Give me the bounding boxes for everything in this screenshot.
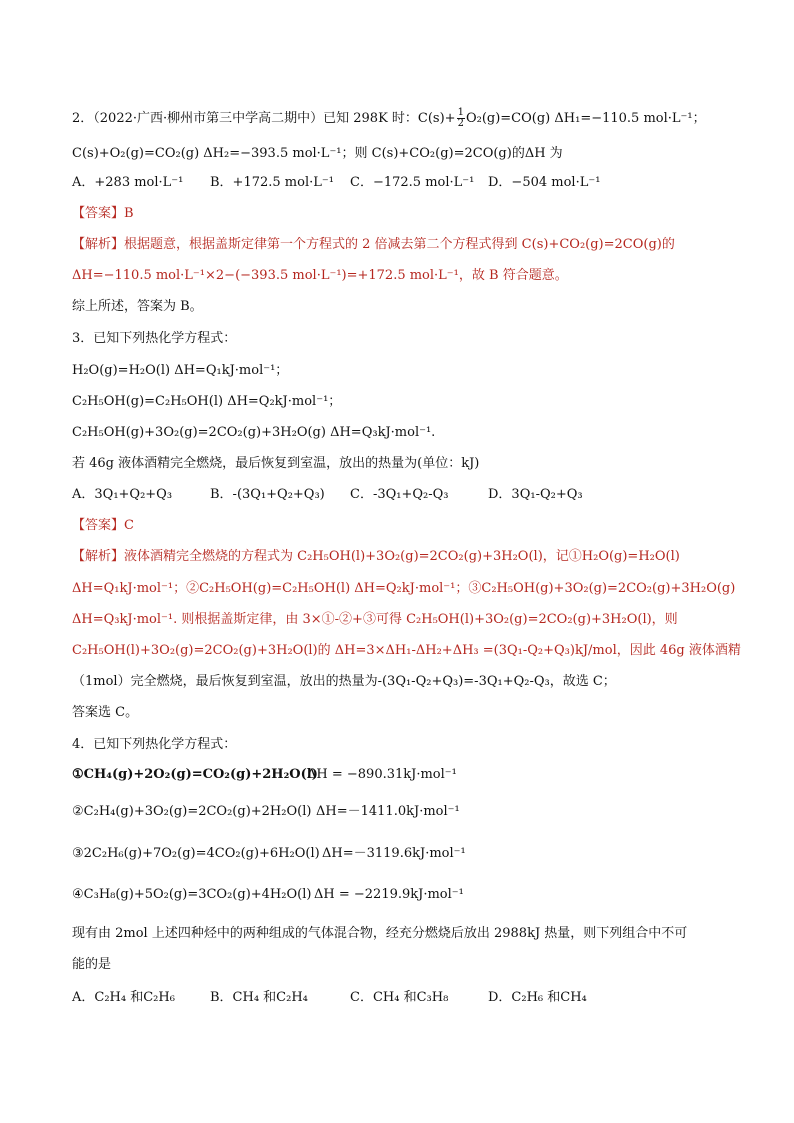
q4-delta-h-1: ΔH = −890.31kJ·mol⁻¹ — [307, 767, 457, 782]
q3-analysis-line-5: （1mol）完全燃烧，最后恢复到室温，放出的热量为-(3Q₁-Q₂+Q₃)=-3Q₁+Q₂-Q₃，故选 C； — [72, 674, 616, 689]
q4-equation-1-row — [72, 766, 457, 784]
q2-option-d: D．−504 mol·L⁻¹ — [488, 175, 601, 190]
q4-equation-2-row — [72, 803, 460, 821]
q3-option-d: D．3Q₁-Q₂+Q₃ — [488, 487, 583, 502]
q2-analysis-label: 【解析】 — [72, 237, 125, 252]
q2-stem-line-2: C(s)+O₂(g)=CO₂(g) ΔH₂=−393.5 mol·L⁻¹；则 C(s)+CO₂(g)=2CO(g)的ΔH 为 — [72, 146, 563, 161]
q4-option-d: D．C₂H₆ 和CH₄ — [488, 990, 587, 1005]
q3-analysis-line-1 — [72, 548, 680, 566]
q4-question-line-2: 能的是 — [72, 957, 112, 972]
q2-answer: 【答案】B — [72, 206, 134, 221]
half-fraction — [457, 108, 465, 129]
q3-option-b: B．-(3Q₁+Q₂+Q₃) — [210, 487, 325, 502]
q3-analysis-label: 【解析】 — [72, 549, 125, 564]
q4-delta-h-2: ΔH=－1411.0kJ·mol⁻¹ — [316, 804, 460, 819]
q4-option-a: A．C₂H₄ 和C₂H₆ — [72, 990, 175, 1005]
q2-summary: 综上所述，答案为 B。 — [72, 299, 203, 314]
q3-analysis-line-4: C₂H₅OH(l)+3O₂(g)=2CO₂(g)+3H₂O(l)的 ΔH=3×ΔH₁-ΔH₂+ΔH₃ =(3Q₁-Q₂+Q₃)kJ/mol，因此 46g 液体酒精 — [72, 643, 741, 658]
q4-option-c: C．CH₄ 和C₃H₈ — [350, 990, 449, 1005]
q3-summary: 答案选 C。 — [72, 705, 139, 720]
q3-analysis-line-3: ΔH=Q₃kJ·mol⁻¹. 则根据盖斯定律，由 3×①-②+③可得 C₂H₅OH(l)+3O₂(g)=2CO₂(g)+3H₂O(l)，则 — [72, 612, 678, 627]
fraction-numerator: 1 — [457, 107, 464, 118]
q4-options — [72, 989, 587, 1007]
q3-options — [72, 486, 583, 504]
q3-title: 3．已知下列热化学方程式： — [72, 331, 237, 346]
q3-option-c: C．-3Q₁+Q₂-Q₃ — [350, 487, 449, 502]
q4-equation-1: ①CH₄(g)+2O₂(g)=CO₂(g)+2H₂O(l) — [72, 767, 318, 782]
q4-equation-3-row — [72, 845, 466, 863]
q2-option-b: B．+172.5 mol·L⁻¹ — [210, 175, 334, 190]
q4-equation-3: ③2C₂H₆(g)+7O₂(g)=4CO₂(g)+6H₂O(l) — [72, 846, 320, 861]
q4-delta-h-4: ΔH = −2219.9kJ·mol⁻¹ — [314, 887, 464, 902]
q2-analysis-line-2: ΔH=−110.5 mol·L⁻¹×2−(−393.5 mol·L⁻¹)=+172.5 mol·L⁻¹，故 B 符合题意。 — [72, 268, 568, 283]
q2-stem-line-1 — [72, 108, 706, 129]
q3-option-a: A．3Q₁+Q₂+Q₃ — [72, 487, 173, 502]
q3-analysis-line-2: ΔH=Q₁kJ·mol⁻¹；②C₂H₅OH(g)=C₂H₅OH(l) ΔH=Q₂kJ·mol⁻¹；③C₂H₅OH(g)+3O₂(g)=2CO₂(g)+3H₂O(g) — [72, 581, 736, 596]
q3-equation-2: C₂H₅OH(g)=C₂H₅OH(l) ΔH=Q₂kJ·mol⁻¹； — [72, 394, 342, 409]
q4-equation-4: ④C₃H₈(g)+5O₂(g)=3CO₂(g)+4H₂O(l) — [72, 887, 312, 902]
q2-stem-text: 2．（2022·广西·柳州市第三中学高二期中）已知 298K 时：C(s)+ — [72, 111, 456, 126]
fraction-denominator: 2 — [457, 118, 464, 129]
q4-equation-2: ②C₂H₄(g)+3O₂(g)=2CO₂(g)+2H₂O(l) — [72, 804, 312, 819]
q2-option-a: A．+283 mol·L⁻¹ — [72, 175, 184, 190]
q2-analysis-text: 根据题意，根据盖斯定律第一个方程式的 2 倍减去第二个方程式得到 C(s)+CO₂(g)=2CO(g)的 — [124, 237, 675, 252]
q3-question: 若 46g 液体酒精完全燃烧，最后恢复到室温，放出的热量为(单位：kJ) — [72, 456, 480, 471]
q4-option-b: B．CH₄ 和C₂H₄ — [210, 990, 308, 1005]
q4-delta-h-3: ΔH=－3119.6kJ·mol⁻¹ — [322, 846, 466, 861]
q2-analysis-line-1 — [72, 236, 675, 254]
q4-question-line-1: 现有由 2mol 上述四种烃中的两种组成的气体混合物，经充分燃烧后放出 2988kJ 热量，则下列组合中不可 — [72, 926, 688, 941]
q3-analysis-text: 液体酒精完全燃烧的方程式为 C₂H₅OH(l)+3O₂(g)=2CO₂(g)+3H₂O(l)，记①H₂O(g)=H₂O(l) — [124, 549, 680, 564]
q2-options — [72, 174, 600, 192]
q4-title: 4．已知下列热化学方程式： — [72, 737, 237, 752]
q3-equation-3: C₂H₅OH(g)+3O₂(g)=2CO₂(g)+3H₂O(g) ΔH=Q₃kJ·mol⁻¹. — [72, 425, 436, 440]
q2-stem-text-rest: O₂(g)=CO(g) ΔH₁=−110.5 mol·L⁻¹； — [465, 111, 706, 126]
q2-option-c: C．−172.5 mol·L⁻¹ — [350, 175, 475, 190]
q3-equation-1: H₂O(g)=H₂O(l) ΔH=Q₁kJ·mol⁻¹； — [72, 363, 289, 378]
q4-equation-4-row — [72, 886, 464, 904]
q3-answer: 【答案】C — [72, 518, 134, 533]
